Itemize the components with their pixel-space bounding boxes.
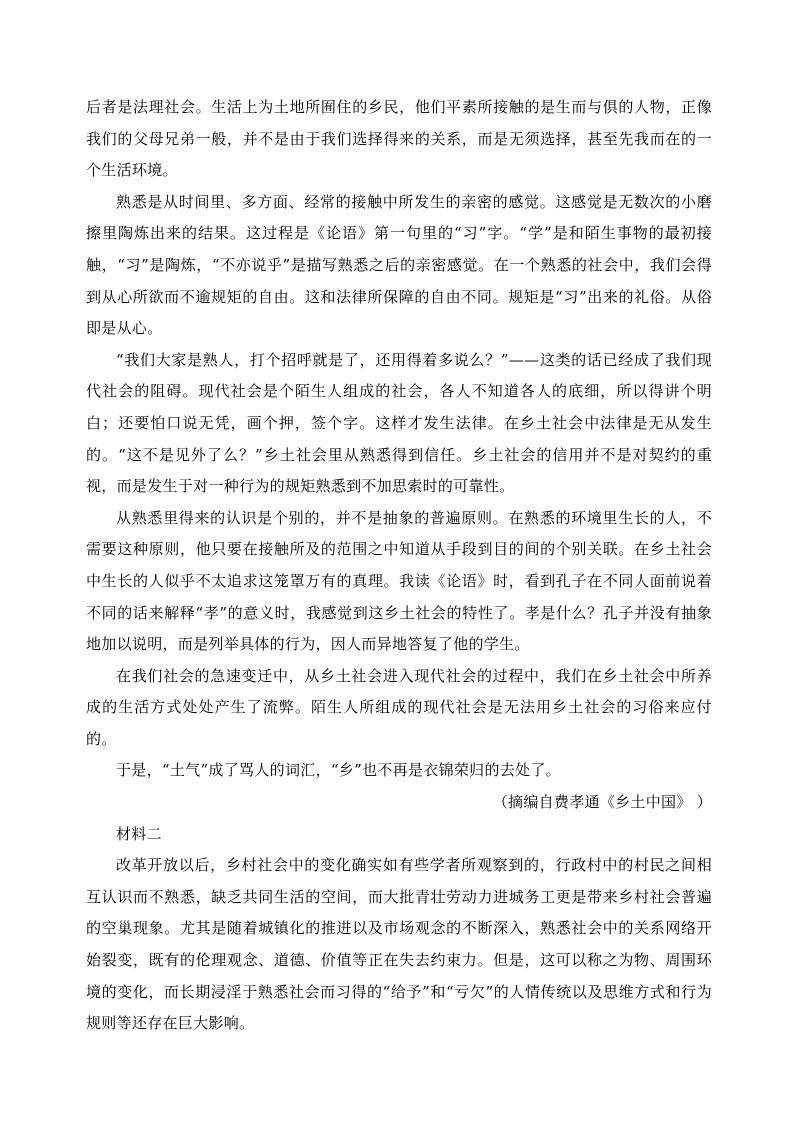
paragraph-6: 于是，“土气”成了骂人的词汇，“乡”也不再是衣锦荣归的去处了。 <box>116 761 561 780</box>
document-page <box>86 92 712 1040</box>
paragraph-3: “我们大家是熟人，打个招呼就是了，还用得着多说么？”——这类的话已经成了我们现代社会的阻碍。现代社会是个陌生人组成的社会，各人不知道各人的底细，所以得讲个明白；还要怕口说无凭，画个押，签个字。这样才发生法律。在乡土社会中法律是无从发生的。“这不是见外了么？”乡土社会里从熟悉得到信任。乡土社会的信用并不是对契约的重视，而是发生于对一种行为的规矩熟悉到不加思索时的可靠性。 <box>86 350 712 496</box>
paragraph-1: 后者是法理社会。生活上为土地所囿住的乡民，他们平素所接触的是生而与俱的人物，正像我们的父母兄弟一般，并不是由于我们选择得来的关系，而是无须选择，甚至先我而在的一个生活环境。 <box>86 98 712 180</box>
source-citation: （摘编自费孝通《乡土中国》 ） <box>492 793 712 812</box>
paragraph-material-2: 改革开放以后，乡村社会中的变化确实如有些学者所观察到的，行政村中的村民之间相互认识而不熟悉，缺乏共同生活的空间，而大批青壮劳动力进城务工更是带来乡村社会普遍的空巢现象。尤其是随着城镇化的推进以及市场观念的不断深入，熟悉社会中的关系网络开始裂变，既有的伦理观念、道德、价值等正在失去约束力。但是，这可以称之为物、周围环境的变化，而长期浸淫于熟悉社会而习得的“给予”和“亏欠”的人情传统以及思维方式和行为规则等还存在巨大影响。 <box>86 856 712 1033</box>
paragraph-5: 在我们社会的急速变迁中，从乡土社会进入现代社会的过程中，我们在乡土社会中所养成的生活方式处处产生了流弊。陌生人所组成的现代社会是无法用乡土社会的习俗来应付的。 <box>86 666 712 748</box>
section-heading-material-2: 材料二 <box>116 824 162 843</box>
paragraph-4: 从熟悉里得来的认识是个别的，并不是抽象的普遍原则。在熟悉的环境里生长的人，不需要这种原则，他只要在接触所及的范围之中知道从手段到目的间的个别关联。在乡土社会中生长的人似乎不太追求这笼罩万有的真理。我读《论语》时，看到孔子在不同人面前说着不同的话来解释“孝”的意义时，我感觉到这乡土社会的特性了。孝是什么？孔子并没有抽象地加以说明，而是列举具体的行为，因人而异地答复了他的学生。 <box>86 508 712 654</box>
paragraph-2: 熟悉是从时间里、多方面、经常的接触中所发生的亲密的感觉。这感觉是无数次的小磨擦里陶炼出来的结果。这过程是《论语》第一句里的“习”字。“学”是和陌生事物的最初接触，“习”是陶炼，“不亦说乎”是描写熟悉之后的亲密感觉。在一个熟悉的社会中，我们会得到从心所欲而不逾规矩的自由。这和法律所保障的自由不同。规矩是“习”出来的礼俗。从俗即是从心。 <box>86 192 712 338</box>
